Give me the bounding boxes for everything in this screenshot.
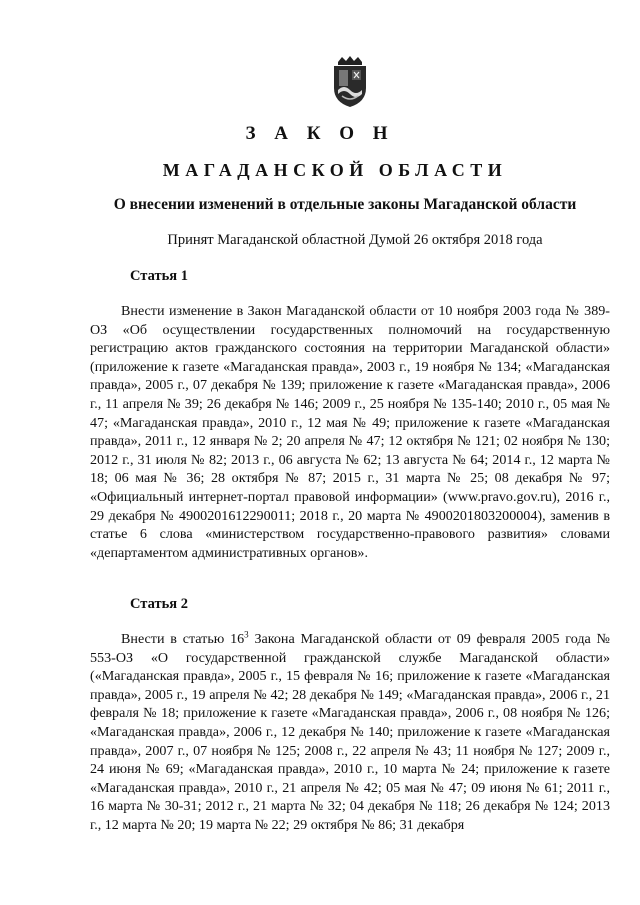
- article-2-title: Статья 2: [130, 596, 188, 612]
- coat-of-arms-icon: [328, 56, 372, 108]
- article-2-text-after: Закона Магаданской области от 09 февраля 2005 года № 553-ОЗ «О государственной гражданской службе Магаданской области» («Магаданская правда», 2005 г., 15 февраля № 16; приложение к газете «Магаданская правда», 2005 г., 19 апреля № 42; 28 декабря № 149; «Магаданская правда», 2006 г., 21 февраля № 18; приложение к газете «Магаданская правда», 2006 г., 08 ноября № 126; «Магаданская правда», 2006 г., 12 декабря № 140; приложение к газете «Магаданская правда», 2007 г., 07 ноября № 125; 2008 г., 22 апреля № 43; 11 ноября № 127; 2009 г., 24 июня № 69; «Магаданская правда», 2010 г., 10 марта № 24; приложение к газете «Магаданская правда», 2010 г., 21 апреля № 42; 05 мая № 47; 09 июня № 61; 2011 г., 16 марта № 30-31; 2012 г., 21 марта № 32; 04 декабря № 118; 26 декабря № 124; 2013 г., 12 марта № 20; 19 марта № 22; 29 октября № 86; 31 декабря: [90, 631, 610, 833]
- adoption-line: Принят Магаданской областной Думой 26 октября 2018 года: [167, 232, 543, 248]
- article-1-title: Статья 1: [130, 268, 188, 284]
- article-2-superscript: 3: [244, 629, 249, 640]
- article-2-text: [90, 630, 610, 835]
- region-name: МАГАДАНСКОЙ ОБЛАСТИ: [162, 160, 508, 180]
- article-1-text: Внести изменение в Закон Магаданской области от 10 ноября 2003 года № 389-ОЗ «Об осуществлении государственных полномочий на государственную регистрацию актов гражданского состояния на территории Магаданской области» (приложение к газете «Магаданская правда», 2003 г., 19 ноября № 134; «Магаданская правда», 2005 г., 07 декабря № 139; приложение к газете «Магаданская правда», 2006 г., 11 апреля № 39; 26 декабря № 146; 2009 г., 25 ноября № 135-140; 2010 г., 05 мая № 47; «Магаданская правда», 2010 г., 12 мая № 49; приложение к газете «Магаданская правда», 2011 г., 12 января № 2; 20 апреля № 47; 12 октября № 121; 02 ноября № 130; 2012 г., 31 июля № 82; 2013 г., 06 августа № 62; 13 августа № 64; 2014 г., 12 марта № 18; 06 мая № 36; 28 октября № 87; 2015 г., 31 марта № 25; 08 декабря № 97; «Официальный интернет-портал правовой информации» (www.pravo.gov.ru), 2016 г., 29 декабря № 4900201612290011; 2018 г., 20 марта № 4900201803200004), заменив в статье 6 слова «министерством государственно-правового развития» словами «департаментом административных органов».: [90, 303, 610, 561]
- document-type: З А К О Н: [245, 123, 395, 144]
- law-heading: О внесении изменений в отдельные законы Магаданской области: [113, 196, 577, 213]
- article-2-text-before: Внести в статью 16: [121, 631, 245, 647]
